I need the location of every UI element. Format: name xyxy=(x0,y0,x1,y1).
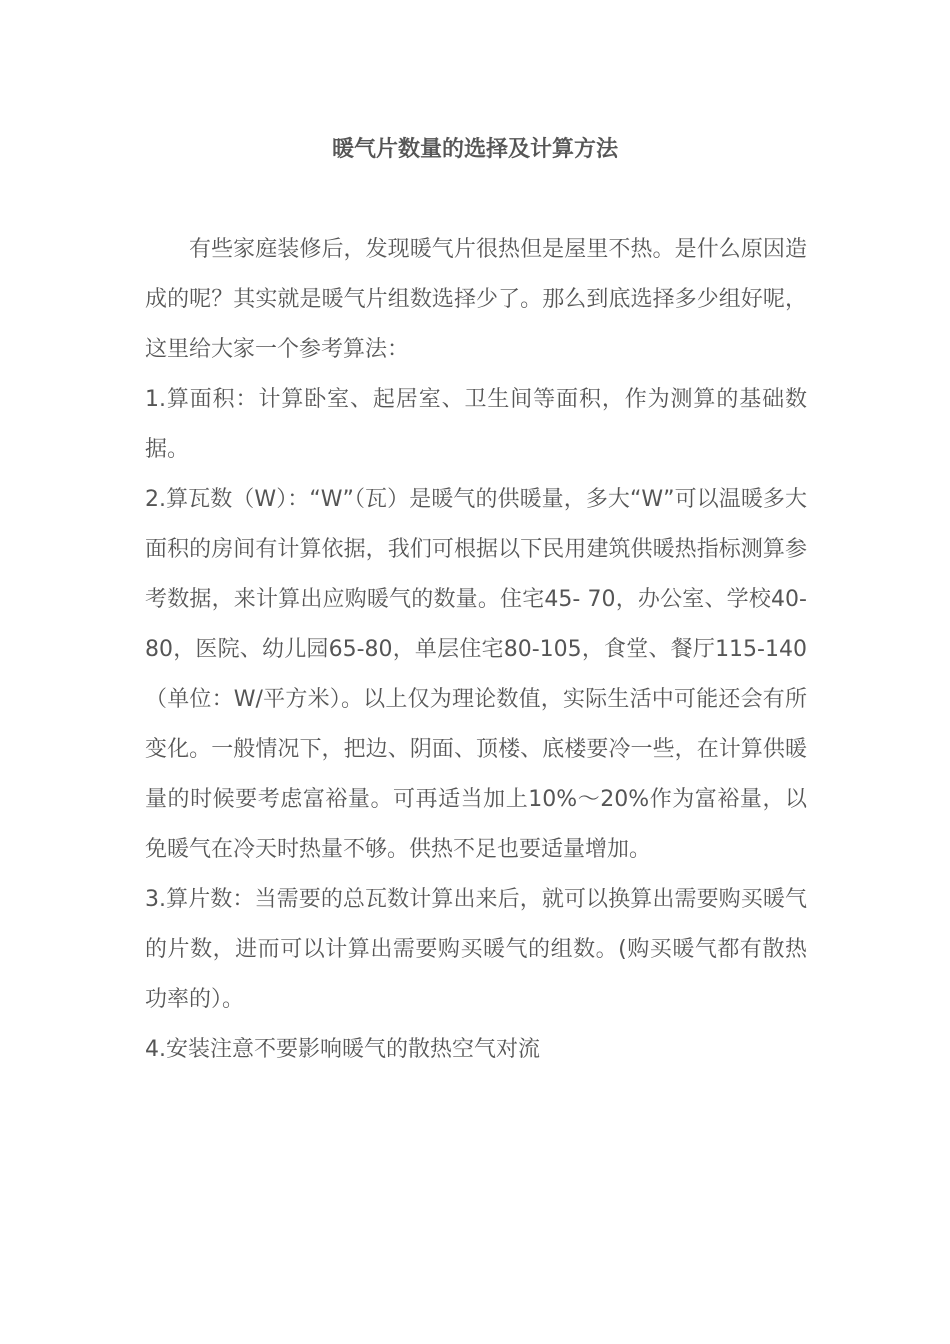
step-3-paragraph: 3.算片数：当需要的总瓦数计算出来后，就可以换算出需要购买暖气的片数，进而可以计算出需要购买暖气的组数。(购买暖气都有散热功率的）。 xyxy=(145,887,807,1012)
step-4-paragraph: 4.安装注意不要影响暖气的散热空气对流 xyxy=(145,1037,540,1062)
step-2-paragraph: 2.算瓦数（W）：“W”（瓦）是暖气的供暖量，多大“W”可以温暖多大面积的房间有计算依据，我们可根据以下民用建筑供暖热指标测算参考数据，来计算出应购暖气的数量。住宅45- 70，办公室、学校40-80，医院、幼儿园65-80，单层住宅80-105，食堂、餐厅115-140（单位：W/平方米）。以上仅为理论数值，实际生活中可能还会有所变化。一般情况下，把边、阴面、顶楼、底楼要冷一些，在计算供暖量的时候要考虑富裕量。可再适当加上10%～20%作为富裕量，以免暖气在冷天时热量不够。供热不足也要适量增加。 xyxy=(145,487,807,862)
step-1-paragraph: 1.算面积：计算卧室、起居室、卫生间等面积，作为测算的基础数据。 xyxy=(145,387,807,462)
document-body xyxy=(145,225,807,1075)
document-title: 暖气片数量的选择及计算方法 xyxy=(331,137,618,162)
intro-paragraph: 有些家庭装修后，发现暖气片很热但是屋里不热。是什么原因造成的呢？其实就是暖气片组数选择少了。那么到底选择多少组好呢，这里给大家一个参考算法： xyxy=(145,237,807,362)
